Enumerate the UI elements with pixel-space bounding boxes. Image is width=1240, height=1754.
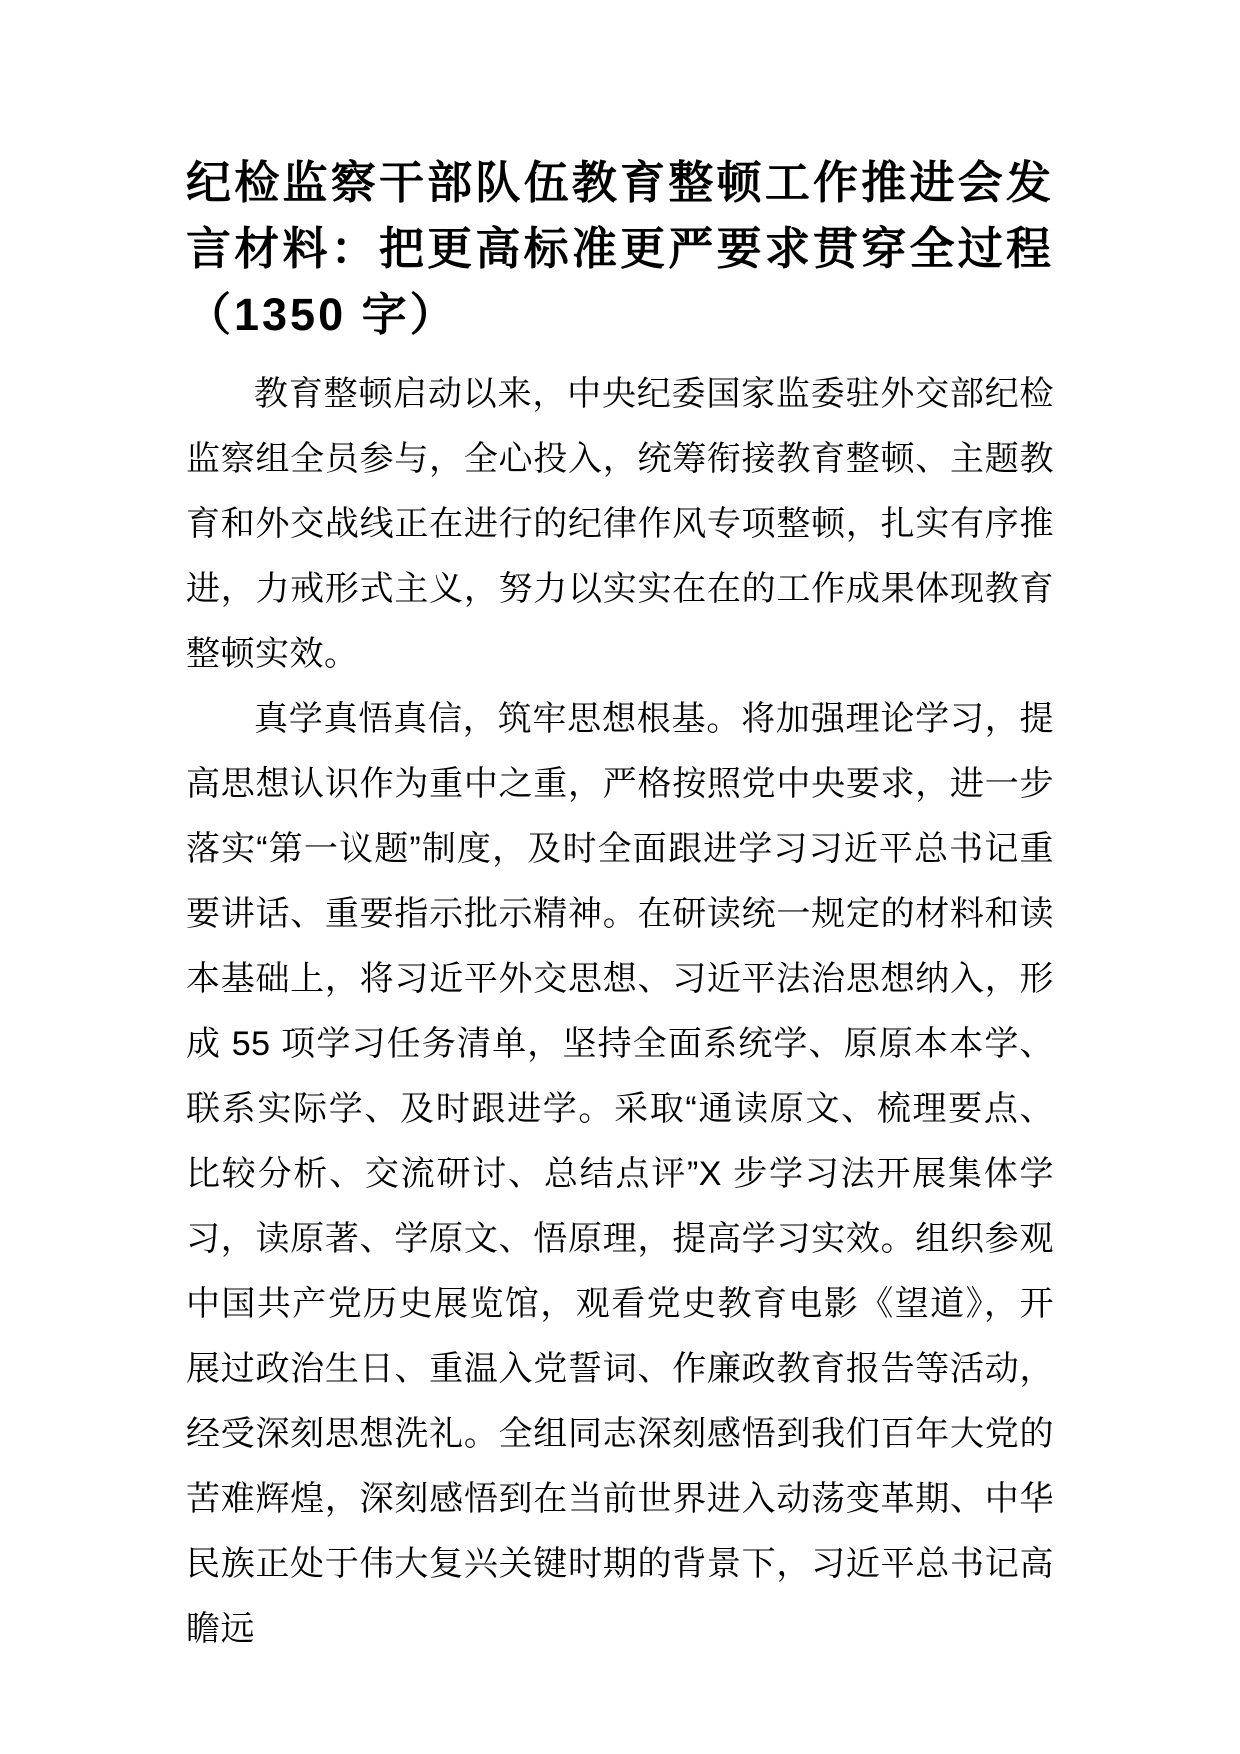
document-title: 纪检监察干部队伍教育整顿工作推进会发言材料：把更高标准更严要求贯穿全过程（1350 字） [186,157,1054,340]
paragraph-intro: 教育整顿启动以来，中央纪委国家监委驻外交部纪检监察组全员参与，全心投入，统筹衔接教育整顿、主题教育和外交战线正在进行的纪律作风专项整顿，扎实有序推进，力戒形式主义，努力以实实在在的工作成果体现教育整顿实效。 [186,375,1054,673]
paragraph-body: 真学真悟真信，筑牢思想根基。将加强理论学习，提高思想认识作为重中之重，严格按照党中央要求，进一步落实“第一议题”制度，及时全面跟进学习习近平总书记重要讲话、重要指示批示精神。在研读统一规定的材料和读本基础上，将习近平外交思想、习近平法治思想纳入，形成 55 项学习任务清单，坚持全面系统学、原原本本学、联系实际学、及时跟进学。采取“通读原文、梳理要点、比较分析、交流研讨、总结点评”X 步学习法开展集体学习，读原著、学原文、悟原理，提高学习实效。组织参观中国共产党历史展览馆，观看党史教育电影《望道》，开展过政治生日、重温入党誓词、作廉政教育报告等活动，经受深刻思想洗礼。全组同志深刻感悟到我们百年大党的苦难辉煌，深刻感悟到在当前世界进入动荡变革期、中华民族正处于伟大复兴关键时期的背景下，习近平总书记高瞻远 [186,700,1054,1648]
